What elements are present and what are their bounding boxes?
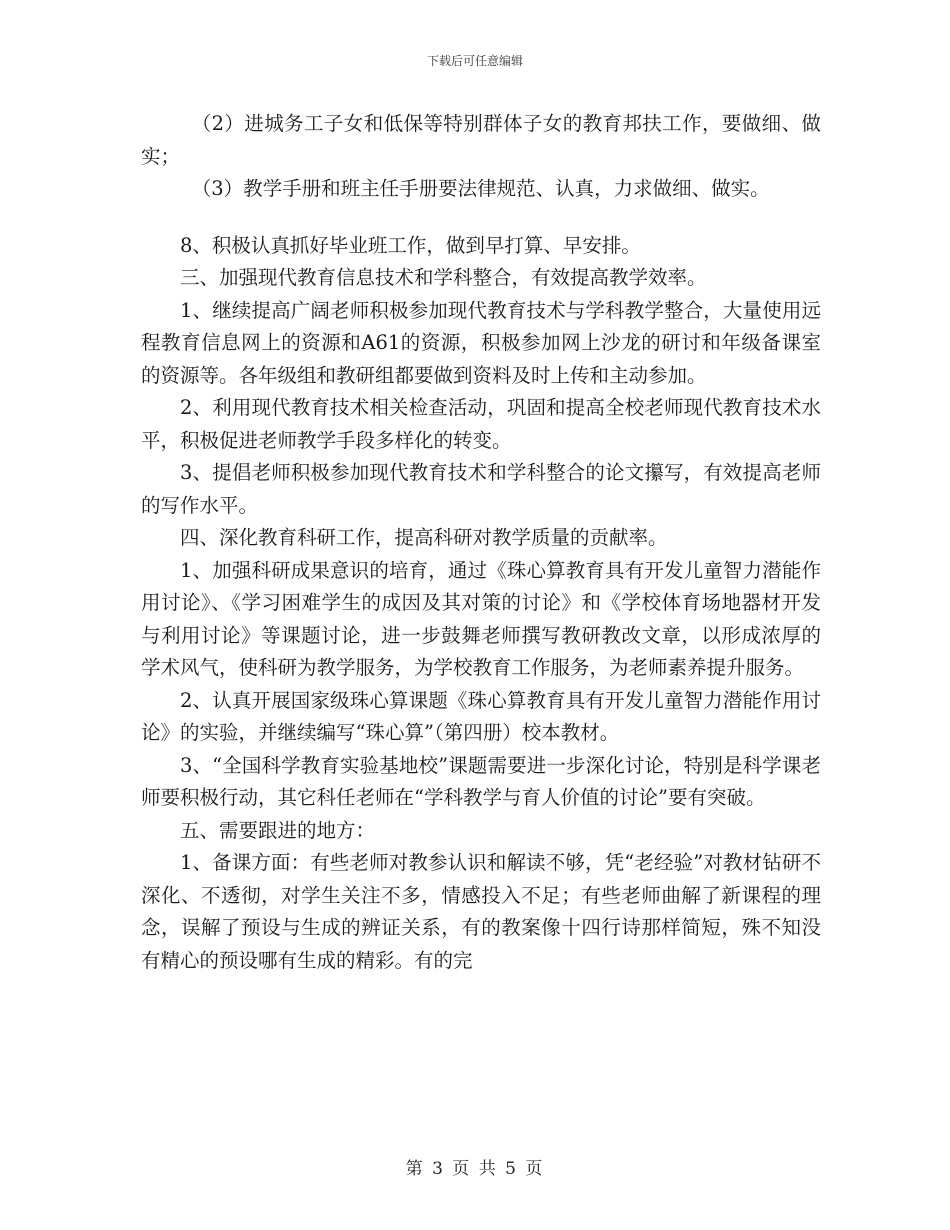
- paragraph-4-2: 2、认真开展国家级珠心算课题《珠心算教育具有开发儿童智力潜能作用讨论》的实验，并继续编写“珠心算”（第四册）校本教材。: [141, 688, 821, 744]
- paragraph-4-3: 3、“全国科学教育实验基地校”课题需要进一步深化讨论，特别是科学课老师要积极行动，其它科任老师在“学科教学与育人价值的讨论”要有突破。: [141, 753, 821, 809]
- paragraph-3-2: 2、利用现代教育技术相关检查活动，巩固和提高全校老师现代教育技术水平，积极促进老师教学手段多样化的转变。: [141, 396, 821, 452]
- paragraph-5-1: 1、备课方面：有些老师对教参认识和解读不够，凭“老经验”对教材钻研不深化、不透彻，对学生关注不多，情感投入不足；有些老师曲解了新课程的理念，误解了预设与生成的辨证关系，有的教案像十四行诗那样简短，殊不知没有精心的预设哪有生成的精彩。有的完: [141, 851, 821, 972]
- paragraph-item-8: 8、积极认真抓好毕业班工作，做到早打算、早安排。: [180, 233, 641, 257]
- document-body: [141, 108, 821, 977]
- paragraph-3-1: 1、继续提高广阔老师积极参加现代教育技术与学科教学整合，大量使用远程教育信息网上的资源和A61的资源，积极参加网上沙龙的研讨和年级备课室的资源等。各年级组和教研组都要做到资料及时上传和主动参加。: [141, 298, 821, 387]
- page-header-note: 下载后可任意编辑: [426, 54, 523, 68]
- paragraph-3-3: 3、提倡老师积极参加现代教育技术和学科整合的论文攥写，有效提高老师的写作水平。: [141, 461, 821, 517]
- paragraph-4-1: 1、加强科研成果意识的培育，通过《珠心算教育具有开发儿童智力潜能作用讨论》、《学习困难学生的成因及其对策的讨论》和《学校体育场地器材开发与利用讨论》等课题讨论，进一步鼓舞老师撰写教研教改文章，以形成浓厚的学术风气，使科研为教学服务，为学校教育工作服务，为老师素养提升服务。: [141, 558, 821, 679]
- section-heading-4: 四、深化教育科研工作，提高科研对教学质量的贡献率。: [180, 526, 668, 549]
- section-heading-3: 三、加强现代教育信息技术和学科整合，有效提高教学效率。: [180, 266, 707, 289]
- paragraph-2-subitem: （2）进城务工子女和低保等特别群体子女的教育邦扶工作，要做细、做实；: [141, 112, 821, 168]
- section-heading-5: 五、需要跟进的地方：: [180, 818, 376, 842]
- page-number-footer: 第 3 页 共 5 页: [405, 1159, 545, 1179]
- paragraph-3-subitem: （3）教学手册和班主任手册要法律规范、认真，力求做细、做实。: [191, 177, 770, 200]
